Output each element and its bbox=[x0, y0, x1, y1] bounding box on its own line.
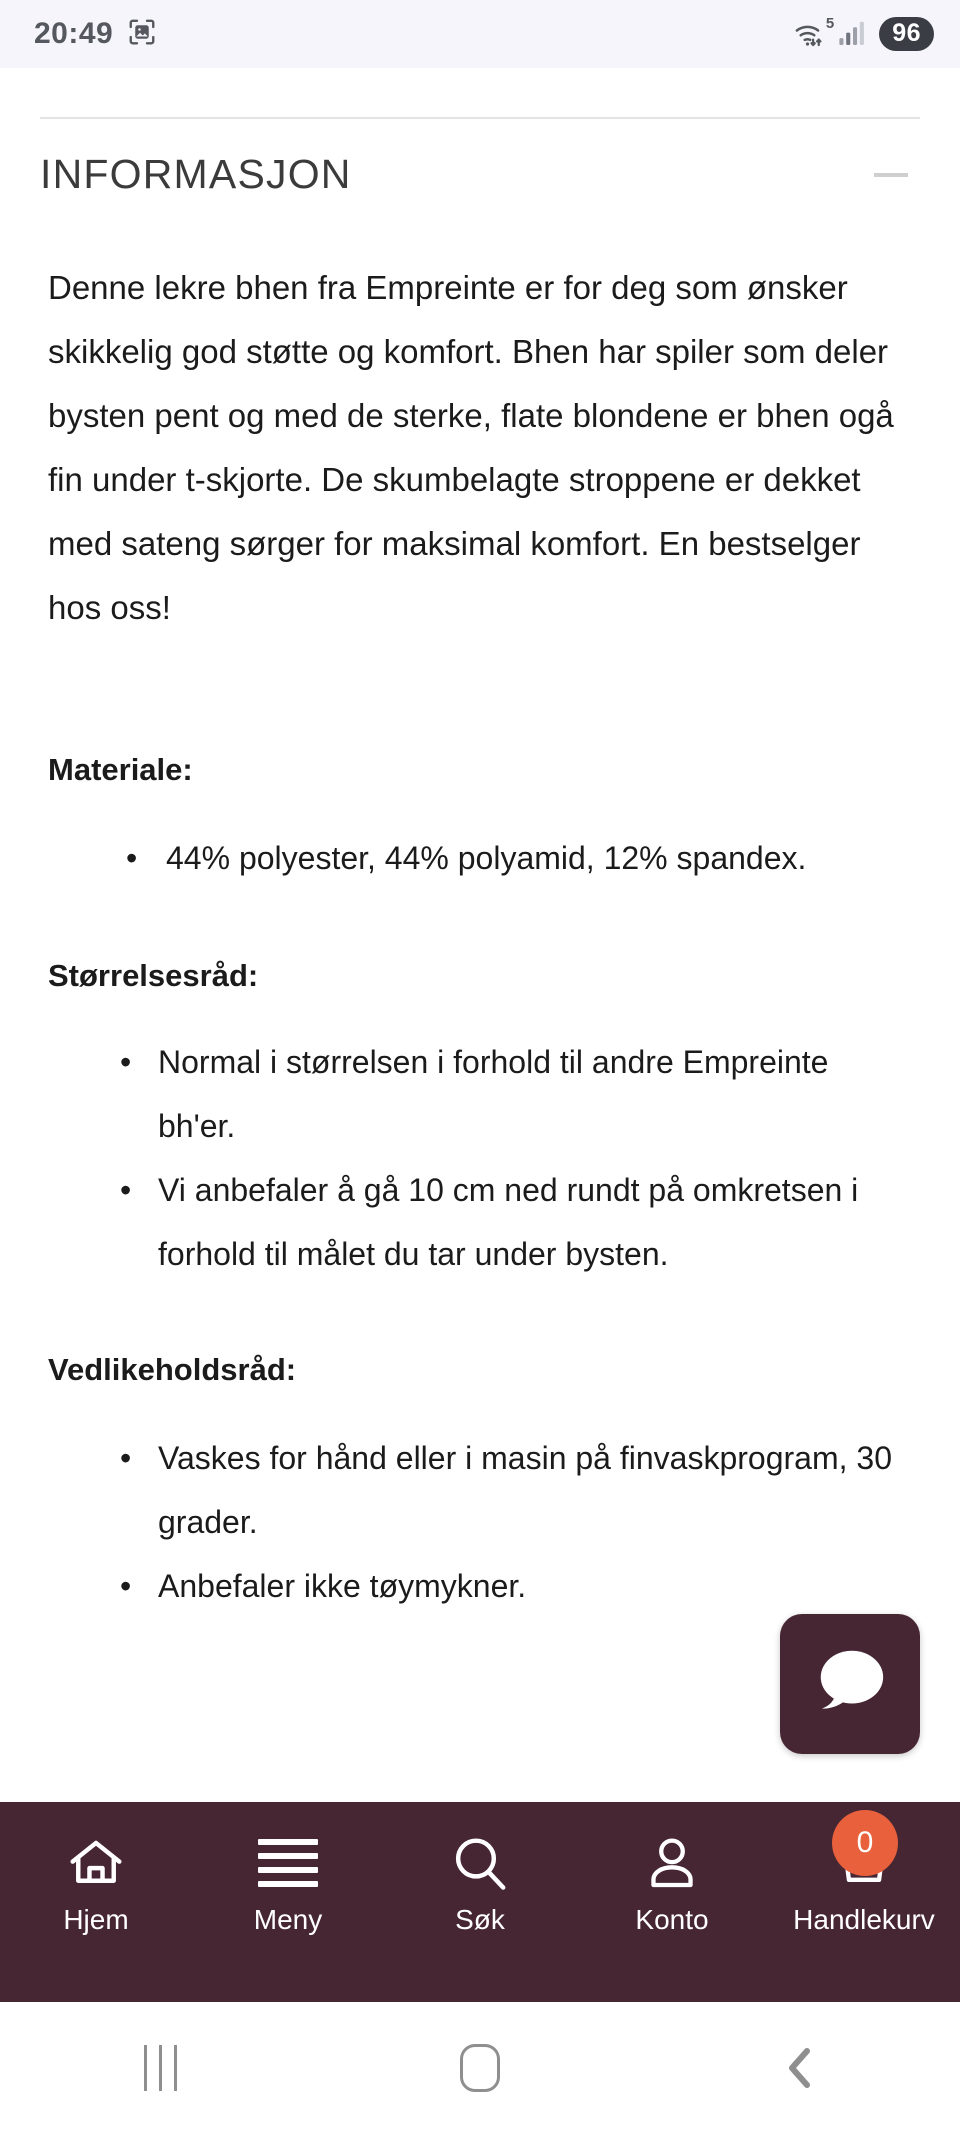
speech-bubble-icon bbox=[807, 1643, 893, 1726]
search-icon bbox=[450, 1832, 510, 1894]
size-advice-heading: Størrelsesråd: bbox=[48, 958, 259, 993]
nav-item-hjem[interactable] bbox=[0, 1832, 192, 1938]
bottom-navigation-bar bbox=[0, 1802, 960, 2002]
list-item: • Normal i størrelsen i forhold til andre Empreinte bh'er. bbox=[120, 1030, 900, 1158]
nav-item-meny[interactable] bbox=[192, 1832, 384, 1938]
status-bar bbox=[0, 0, 960, 68]
nav-item-konto[interactable] bbox=[576, 1832, 768, 1938]
list-item: • 44% polyester, 44% polyamid, 12% spandex. bbox=[126, 826, 900, 890]
wifi-badge-count: 5 bbox=[825, 15, 835, 32]
care-advice-list bbox=[0, 1388, 960, 1618]
battery-indicator: 96 bbox=[879, 17, 934, 51]
hamburger-menu-icon bbox=[258, 1832, 318, 1894]
intro-paragraph-wrap bbox=[0, 198, 960, 640]
list-item: • Anbefaler ikke tøymykner. bbox=[120, 1554, 900, 1618]
page-title: INFORMASJON bbox=[40, 151, 352, 197]
material-list bbox=[0, 788, 960, 890]
nav-label: Meny bbox=[253, 1904, 323, 1935]
home-pill-icon[interactable] bbox=[320, 2044, 640, 2092]
shopping-cart-icon bbox=[834, 1826, 894, 1894]
status-bar-left bbox=[34, 17, 157, 52]
back-chevron-icon[interactable] bbox=[640, 2042, 960, 2094]
screenshot-capture-icon bbox=[127, 17, 157, 52]
status-bar-right bbox=[793, 17, 934, 52]
home-icon bbox=[65, 1832, 127, 1894]
intro-paragraph: Denne lekre bhen fra Empreinte er for deg som ønsker skikkelig god støtte og komfort. Bhen har spiler som deler bysten pent og med de sterke, flate blondene er bhen ogå fin under t-skjorte. De skumbelagte stroppene er dekket med sateng sørger for maksimal komfort. En bestselger hos oss! bbox=[48, 269, 894, 626]
wifi-icon bbox=[793, 15, 835, 49]
recents-icon[interactable] bbox=[0, 2045, 320, 2091]
cart-count-badge: 0 bbox=[832, 1810, 898, 1876]
list-item: • Vi anbefaler å gå 10 cm ned rundt på omkretsen i forhold til målet du tar under bysten. bbox=[120, 1158, 900, 1286]
product-information-panel bbox=[0, 68, 960, 1802]
nav-label: Hjem bbox=[63, 1904, 129, 1935]
nav-label: Søk bbox=[455, 1904, 505, 1935]
information-section-header[interactable] bbox=[0, 119, 960, 198]
person-icon bbox=[643, 1832, 701, 1894]
status-time: 20:49 bbox=[34, 17, 114, 50]
list-item: • Vaskes for hånd eller i masin på finvaskprogram, 30 grader. bbox=[120, 1426, 900, 1554]
android-system-nav bbox=[0, 2002, 960, 2133]
nav-item-sok[interactable] bbox=[384, 1832, 576, 1938]
nav-label: Handlekurv bbox=[793, 1904, 935, 1935]
nav-label: Konto bbox=[635, 1904, 709, 1935]
minus-collapse-icon[interactable] bbox=[874, 173, 908, 177]
material-heading: Materiale: bbox=[48, 752, 193, 787]
nav-item-handlekurv[interactable] bbox=[768, 1826, 960, 1938]
cellular-signal-icon bbox=[837, 17, 869, 52]
size-advice-list bbox=[0, 994, 960, 1286]
care-advice-heading: Vedlikeholdsråd: bbox=[48, 1352, 297, 1387]
chat-widget-button[interactable] bbox=[780, 1614, 920, 1754]
